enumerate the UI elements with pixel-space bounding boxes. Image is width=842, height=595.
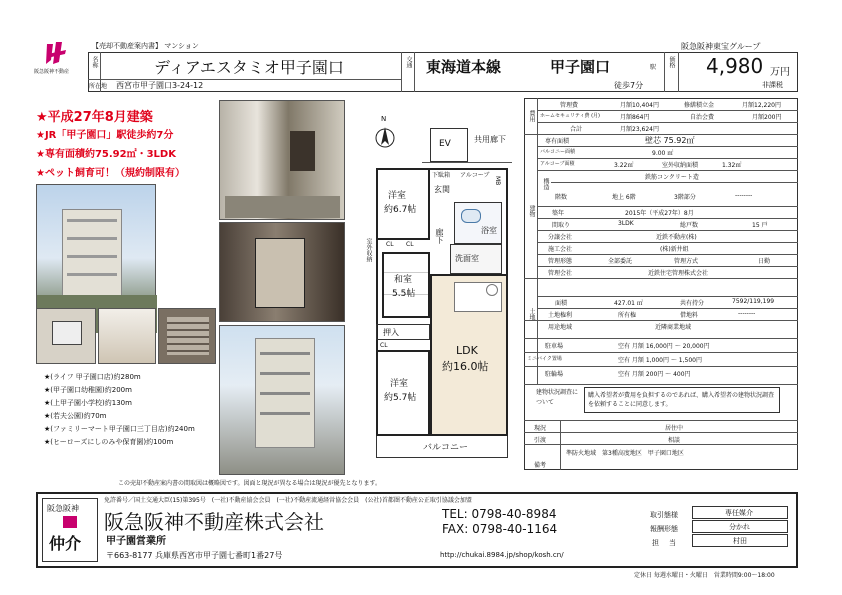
common-corridor-label: 共用廊下 bbox=[474, 135, 506, 144]
interior-photo bbox=[98, 308, 156, 364]
property-name: ディアエスタミオ甲子園口 bbox=[154, 58, 344, 77]
group-name: 阪急阪神東宝グループ bbox=[681, 42, 761, 51]
cl-label-2: CL bbox=[406, 241, 414, 248]
western-room-2: 洋室 約5.7帖 bbox=[376, 350, 430, 436]
inspection-note: 購入希望者が費用を負担するのであれば、購入希望者の建物状況調査を依頼することに同意します。 bbox=[584, 387, 780, 413]
line-name: 東海道本線 bbox=[426, 58, 502, 76]
nearby-3: ★(上甲子園小学校)約130m bbox=[44, 399, 132, 407]
highlight-4: ★ペット飼育可！（規約制限有） bbox=[36, 168, 185, 179]
tax-status: 非課税 bbox=[762, 81, 783, 89]
elevator: EV bbox=[430, 128, 468, 162]
bathroom: 浴室 bbox=[454, 202, 502, 244]
company-name: 阪急阪神不動産株式会社 bbox=[104, 510, 324, 534]
address-label: 所在地 bbox=[89, 83, 108, 90]
entrance-label: 玄関 bbox=[434, 185, 450, 194]
website-link[interactable]: http://chukai.8984.jp/shop/kosh.cn/ bbox=[440, 551, 564, 559]
walk-time: 徒歩7分 bbox=[614, 81, 644, 90]
fax-number: FAX: 0798-40-1164 bbox=[442, 522, 558, 536]
mailbox-photo bbox=[158, 308, 216, 364]
nearby-2: ★(甲子園口幼稚園)約200m bbox=[44, 386, 132, 394]
japanese-room: 和室 5.5帖 bbox=[382, 252, 430, 318]
cl-label-3: CL bbox=[380, 342, 388, 349]
storage-label: 室外収納 bbox=[365, 238, 372, 262]
price-label: 価格 bbox=[668, 56, 675, 68]
land-section-label: 土地 bbox=[528, 308, 535, 320]
highlight-1: ★平成27年8月建築 bbox=[36, 110, 153, 125]
notice-title: 【売却不動産案内書】 マンション bbox=[92, 42, 199, 50]
company-address: 〒663-8177 兵庫県西宮市甲子園七番町1番27号 bbox=[106, 551, 283, 560]
station-suffix: 駅 bbox=[650, 64, 657, 71]
ldk: LDK 約16.0帖 bbox=[430, 274, 508, 436]
exterior-photo bbox=[219, 325, 345, 475]
balcony: バルコニー bbox=[376, 436, 508, 458]
nearby-6: ★(ヒーローズにしのみや保育園)約100m bbox=[44, 438, 174, 446]
alcove-label: アルコーブ bbox=[460, 172, 490, 179]
nearby-5: ★(ファミリーマート甲子園口三丁目店)約240m bbox=[44, 425, 195, 433]
north-compass: N bbox=[374, 115, 396, 151]
lobby-photo bbox=[219, 222, 345, 322]
highlight-2: ★JR「甲子園口」駅徒歩約7分 bbox=[36, 130, 174, 141]
entrance-photo bbox=[219, 100, 345, 220]
closet: 押入 bbox=[376, 324, 430, 340]
floor-plan-footnote: この売却不動産案内書の間取図は概略図です。図面と現況が異なる場合は現況が優先となります。 bbox=[118, 480, 382, 487]
cl-label-1: CL bbox=[386, 241, 394, 248]
mb-label: MB bbox=[494, 176, 501, 186]
highlight-3: ★専有面積約75.92㎡・3LDK bbox=[36, 149, 176, 160]
price-unit: 万円 bbox=[770, 67, 790, 78]
western-room-1: 洋室 約6.7帖 bbox=[376, 168, 430, 240]
corridor-label: 廊下 bbox=[435, 228, 444, 244]
logo-caption: 阪急阪神不動産 bbox=[34, 69, 70, 75]
phone-number: TEL: 0798-40-8984 bbox=[442, 507, 557, 521]
business-hours: 定休日 毎週水曜日・火曜日 営業時間9:00～18:00 bbox=[634, 572, 775, 579]
agent-badge: 阪急阪神 仲介 bbox=[42, 498, 98, 562]
name-label: 名称 bbox=[91, 56, 98, 68]
building-section-label: 建物 bbox=[528, 205, 535, 217]
shoe-box-label: 下駄箱 bbox=[432, 172, 451, 179]
license-info: 免許番号／国土交通大臣(15)第395号 (一社)不動産協会会員 (一社)不動産流通経営協会会員 (公社)首都圏不動産公正取引協議会加盟 bbox=[104, 497, 472, 504]
company-logo bbox=[44, 40, 70, 66]
nearby-4: ★(若夫公園)約70m bbox=[44, 412, 107, 420]
nearby-1: ★(ライフ 甲子園口店)約280m bbox=[44, 373, 141, 381]
address: 西宮市甲子園口3-24-12 bbox=[116, 81, 204, 90]
wash-room: 洗面室 bbox=[450, 244, 502, 274]
branch-name: 甲子園営業所 bbox=[106, 536, 166, 547]
inspection-label: 建物状況調査について bbox=[536, 389, 579, 406]
costs-section-label: 費用 bbox=[528, 110, 535, 122]
floor-plan bbox=[362, 128, 512, 458]
price: 4,980 bbox=[706, 54, 764, 78]
station-name: 甲子園口 bbox=[550, 58, 611, 76]
lobby-sign-photo bbox=[36, 308, 96, 364]
traffic-label: 交通 bbox=[405, 56, 412, 68]
